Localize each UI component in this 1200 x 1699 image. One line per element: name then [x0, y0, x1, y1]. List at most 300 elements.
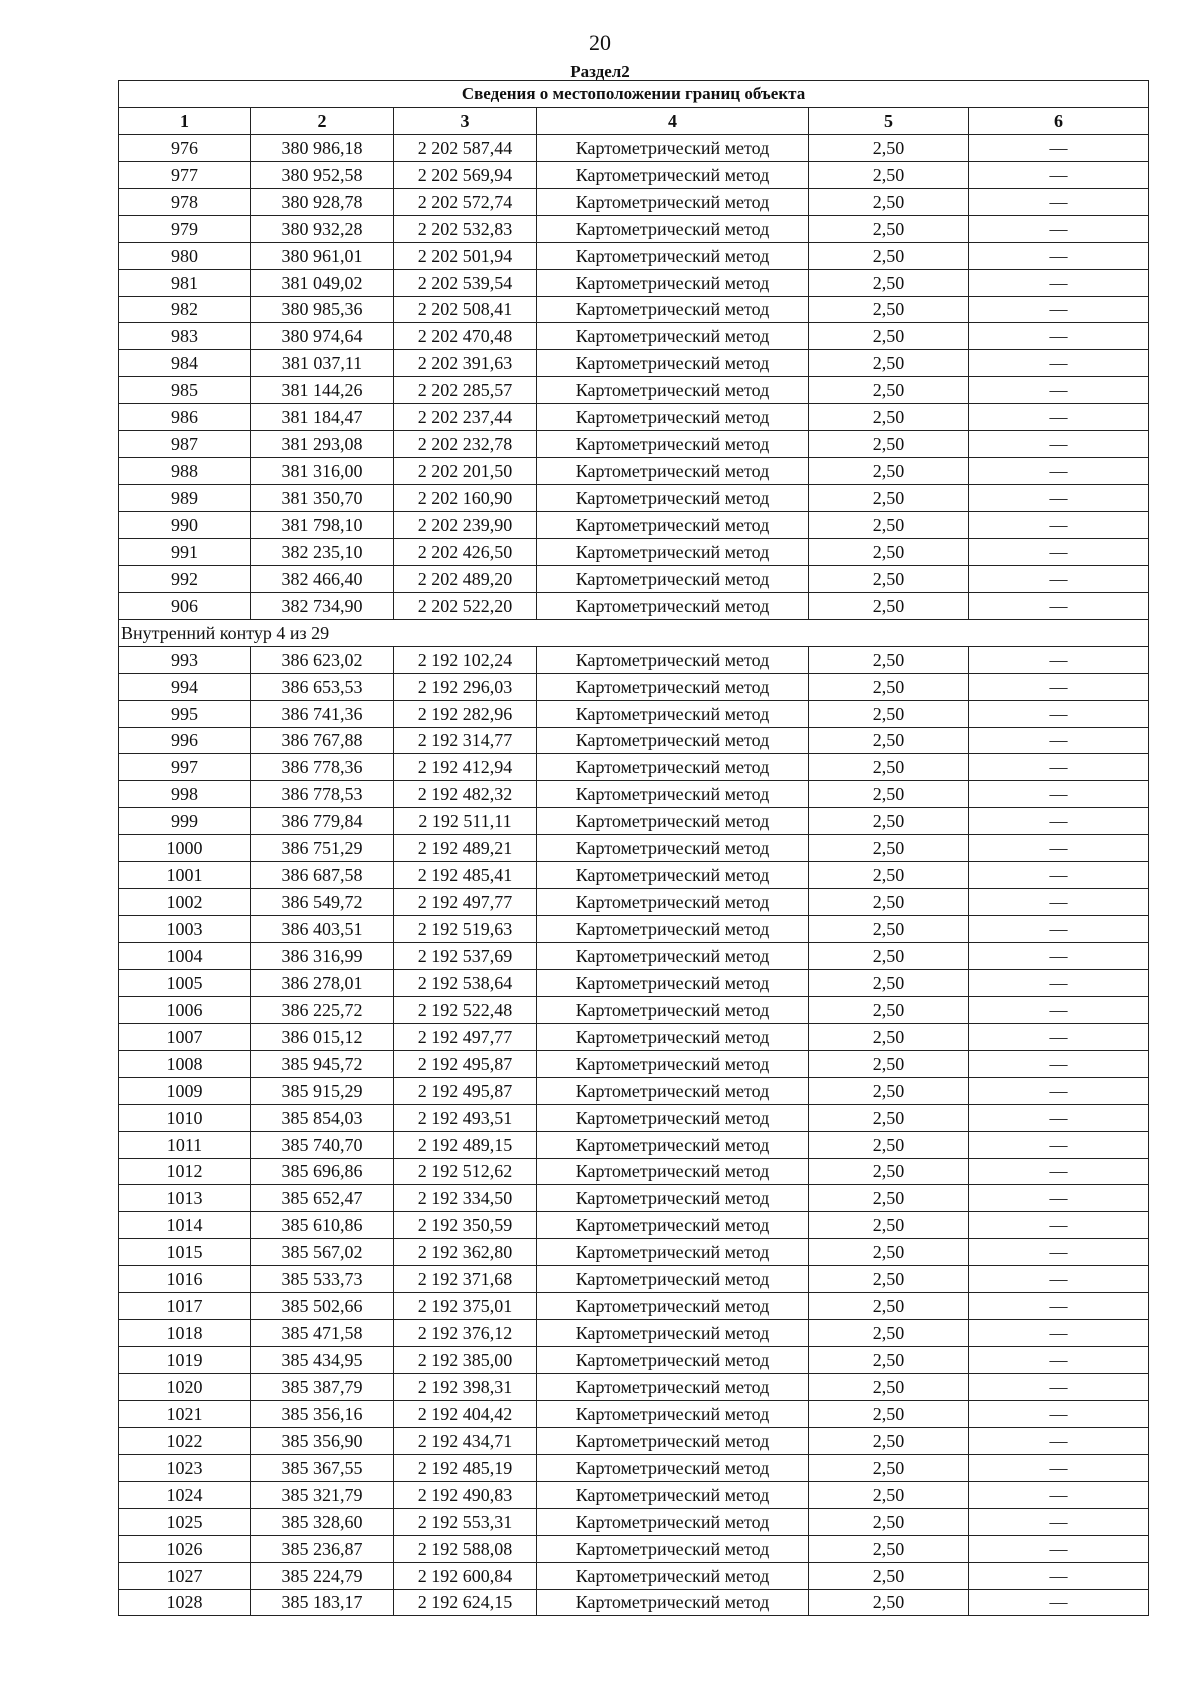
table-cell: 385 915,29 [251, 1077, 394, 1104]
table-cell: 385 652,47 [251, 1185, 394, 1212]
table-cell: 2,50 [809, 1562, 969, 1589]
table-cell: 386 779,84 [251, 808, 394, 835]
table-cell: 2,50 [809, 1400, 969, 1427]
table-cell: 1006 [119, 996, 251, 1023]
table-cell: 2,50 [809, 996, 969, 1023]
table-cell: 381 350,70 [251, 485, 394, 512]
table-cell: — [969, 1212, 1149, 1239]
table-row [119, 1347, 1149, 1374]
table-body [119, 134, 1149, 1616]
table-cell: 2 192 512,62 [394, 1158, 537, 1185]
table-cell: 2 202 532,83 [394, 215, 537, 242]
table-cell: 2 192 375,01 [394, 1293, 537, 1320]
table-cell: 385 567,02 [251, 1239, 394, 1266]
table-cell: 1026 [119, 1535, 251, 1562]
table-cell: 385 533,73 [251, 1266, 394, 1293]
table-cell: 996 [119, 727, 251, 754]
table-cell: 2 192 600,84 [394, 1562, 537, 1589]
table-cell: 2 192 519,63 [394, 916, 537, 943]
table-row [119, 835, 1149, 862]
table-cell: Картометрический метод [537, 269, 809, 296]
table-cell: 2,50 [809, 1347, 969, 1374]
table-row [119, 646, 1149, 673]
table-cell: 385 471,58 [251, 1320, 394, 1347]
table-row [119, 242, 1149, 269]
table-cell: — [969, 1374, 1149, 1401]
table-cell: 385 183,17 [251, 1589, 394, 1616]
table-cell: 1019 [119, 1347, 251, 1374]
table-cell: — [969, 404, 1149, 431]
contour-label: Внутренний контур 4 из 29 [119, 619, 1149, 646]
table-cell: — [969, 323, 1149, 350]
table-cell: — [969, 1293, 1149, 1320]
table-cell: — [969, 538, 1149, 565]
table-cell: 2 192 522,48 [394, 996, 537, 1023]
table-cell: 981 [119, 269, 251, 296]
table-cell: 2 192 485,41 [394, 862, 537, 889]
table-cell: — [969, 161, 1149, 188]
table-cell: 2 202 237,44 [394, 404, 537, 431]
table-cell: 386 767,88 [251, 727, 394, 754]
table-row [119, 377, 1149, 404]
table-row [119, 1266, 1149, 1293]
table-cell: 2 192 490,83 [394, 1481, 537, 1508]
table-cell: 2 192 495,87 [394, 1050, 537, 1077]
table-cell: 2,50 [809, 889, 969, 916]
table-cell: 381 049,02 [251, 269, 394, 296]
table-cell: 2,50 [809, 1374, 969, 1401]
table-cell: — [969, 565, 1149, 592]
table-cell: — [969, 1454, 1149, 1481]
table-cell: 2 192 537,69 [394, 943, 537, 970]
table-cell: 1002 [119, 889, 251, 916]
table-cell: 2 192 412,94 [394, 754, 537, 781]
table-cell: 2,50 [809, 1077, 969, 1104]
table-cell: 982 [119, 296, 251, 323]
table-cell: 997 [119, 754, 251, 781]
table-row [119, 1400, 1149, 1427]
table-cell: 2,50 [809, 1158, 969, 1185]
table-cell: 2 192 102,24 [394, 646, 537, 673]
table-cell: Картометрический метод [537, 431, 809, 458]
table-row [119, 1427, 1149, 1454]
table-row [119, 1562, 1149, 1589]
contour-row [119, 619, 1149, 646]
table-cell: — [969, 1158, 1149, 1185]
table-cell: — [969, 1320, 1149, 1347]
table-cell: 1015 [119, 1239, 251, 1266]
table-cell: Картометрический метод [537, 1589, 809, 1616]
table-cell: 2,50 [809, 134, 969, 161]
table-cell: 2,50 [809, 592, 969, 619]
table-cell: 380 961,01 [251, 242, 394, 269]
column-header: 2 [251, 107, 394, 134]
table-cell: — [969, 134, 1149, 161]
table-cell: Картометрический метод [537, 727, 809, 754]
table-cell: Картометрический метод [537, 1562, 809, 1589]
table-row [119, 1077, 1149, 1104]
table-cell: Картометрический метод [537, 1212, 809, 1239]
table-cell: 2,50 [809, 404, 969, 431]
table-cell: 2 202 160,90 [394, 485, 537, 512]
table-cell: Картометрический метод [537, 592, 809, 619]
table-row [119, 1374, 1149, 1401]
table-cell: 988 [119, 458, 251, 485]
table-cell: 978 [119, 188, 251, 215]
table-cell: 2 202 501,94 [394, 242, 537, 269]
table-cell: 1011 [119, 1131, 251, 1158]
table-cell: — [969, 889, 1149, 916]
table-cell: 980 [119, 242, 251, 269]
table-cell: 386 316,99 [251, 943, 394, 970]
table-cell: 380 932,28 [251, 215, 394, 242]
table-cell: 1017 [119, 1293, 251, 1320]
table-row [119, 1131, 1149, 1158]
table-cell: 2,50 [809, 700, 969, 727]
table-cell: Картометрический метод [537, 996, 809, 1023]
table-cell: 2,50 [809, 1104, 969, 1131]
table-cell: 2 202 232,78 [394, 431, 537, 458]
table-cell: 2 202 539,54 [394, 269, 537, 296]
table-row [119, 862, 1149, 889]
table-cell: 386 741,36 [251, 700, 394, 727]
table-cell: 2,50 [809, 565, 969, 592]
table-cell: 2,50 [809, 538, 969, 565]
table-cell: 1009 [119, 1077, 251, 1104]
table-cell: 385 696,86 [251, 1158, 394, 1185]
table-cell: 2,50 [809, 916, 969, 943]
table-cell: 2 202 508,41 [394, 296, 537, 323]
table-cell: 2 192 588,08 [394, 1535, 537, 1562]
table-row [119, 943, 1149, 970]
table-row [119, 1239, 1149, 1266]
table-cell: 2,50 [809, 781, 969, 808]
table-cell: — [969, 835, 1149, 862]
table-cell: 1007 [119, 1023, 251, 1050]
table-cell: Картометрический метод [537, 350, 809, 377]
table-row [119, 1185, 1149, 1212]
table-row [119, 431, 1149, 458]
table-cell: 2,50 [809, 1131, 969, 1158]
table-cell: — [969, 592, 1149, 619]
table-row [119, 1508, 1149, 1535]
table-cell: 2,50 [809, 754, 969, 781]
table-row [119, 458, 1149, 485]
table-cell: Картометрический метод [537, 512, 809, 539]
table-cell: Картометрический метод [537, 1347, 809, 1374]
column-header: 5 [809, 107, 969, 134]
table-row [119, 538, 1149, 565]
table-cell: 2,50 [809, 1454, 969, 1481]
table-cell: 2,50 [809, 646, 969, 673]
table-row [119, 134, 1149, 161]
table-cell: 2 202 569,94 [394, 161, 537, 188]
table-cell: — [969, 512, 1149, 539]
table-row [119, 592, 1149, 619]
table-cell: 2,50 [809, 943, 969, 970]
table-cell: 2 202 201,50 [394, 458, 537, 485]
table-cell: Картометрический метод [537, 161, 809, 188]
table-row [119, 565, 1149, 592]
table-cell: 386 278,01 [251, 969, 394, 996]
table-cell: 385 610,86 [251, 1212, 394, 1239]
table-cell: — [969, 1535, 1149, 1562]
table-cell: 2,50 [809, 1266, 969, 1293]
table-cell: 381 316,00 [251, 458, 394, 485]
table-cell: 380 952,58 [251, 161, 394, 188]
table-cell: 2,50 [809, 323, 969, 350]
table-cell: 993 [119, 646, 251, 673]
table-cell: 386 778,53 [251, 781, 394, 808]
table-cell: 386 687,58 [251, 862, 394, 889]
table-cell: 1013 [119, 1185, 251, 1212]
table-cell: — [969, 188, 1149, 215]
table-cell: 1014 [119, 1212, 251, 1239]
table-cell: 998 [119, 781, 251, 808]
table-cell: 2,50 [809, 1320, 969, 1347]
table-cell: 2,50 [809, 512, 969, 539]
table-cell: 385 854,03 [251, 1104, 394, 1131]
table-row [119, 889, 1149, 916]
table-cell: 2,50 [809, 808, 969, 835]
table-cell: 1022 [119, 1427, 251, 1454]
table-cell: — [969, 458, 1149, 485]
table-cell: 989 [119, 485, 251, 512]
table-cell: 2,50 [809, 1427, 969, 1454]
table-cell: Картометрический метод [537, 377, 809, 404]
table-cell: 1016 [119, 1266, 251, 1293]
table-cell: — [969, 1589, 1149, 1616]
table-cell: 2 202 489,20 [394, 565, 537, 592]
table-cell: 2 202 470,48 [394, 323, 537, 350]
table-cell: 987 [119, 431, 251, 458]
table-cell: 2,50 [809, 485, 969, 512]
table-cell: 2,50 [809, 458, 969, 485]
table-cell: — [969, 431, 1149, 458]
table-cell: 976 [119, 134, 251, 161]
table-cell: — [969, 673, 1149, 700]
table-cell: 385 224,79 [251, 1562, 394, 1589]
table-cell: Картометрический метод [537, 1185, 809, 1212]
table-cell: — [969, 1481, 1149, 1508]
table-cell: 1010 [119, 1104, 251, 1131]
table-cell: — [969, 1427, 1149, 1454]
table-cell: 2,50 [809, 1050, 969, 1077]
table-row [119, 1535, 1149, 1562]
table-cell: 1008 [119, 1050, 251, 1077]
table-cell: Картометрический метод [537, 1158, 809, 1185]
table-cell: 2 192 497,77 [394, 1023, 537, 1050]
table-row [119, 969, 1149, 996]
table-row [119, 1454, 1149, 1481]
table-cell: 381 798,10 [251, 512, 394, 539]
table-cell: 2 192 493,51 [394, 1104, 537, 1131]
table-cell: Картометрический метод [537, 673, 809, 700]
table-cell: — [969, 969, 1149, 996]
table-cell: 1025 [119, 1508, 251, 1535]
table-row [119, 673, 1149, 700]
table-cell: 984 [119, 350, 251, 377]
table-cell: — [969, 350, 1149, 377]
table-cell: 995 [119, 700, 251, 727]
table-cell: — [969, 377, 1149, 404]
table-cell: Картометрический метод [537, 943, 809, 970]
table-cell: Картометрический метод [537, 1239, 809, 1266]
table-cell: 2 192 404,42 [394, 1400, 537, 1427]
table-cell: 385 236,87 [251, 1535, 394, 1562]
table-row [119, 161, 1149, 188]
table-cell: — [969, 296, 1149, 323]
table-cell: 2 192 362,80 [394, 1239, 537, 1266]
table-cell: 992 [119, 565, 251, 592]
table-row [119, 1023, 1149, 1050]
table-cell: 380 928,78 [251, 188, 394, 215]
table-cell: Картометрический метод [537, 646, 809, 673]
table-row [119, 808, 1149, 835]
table-cell: — [969, 1077, 1149, 1104]
table-cell: 2,50 [809, 1023, 969, 1050]
table-cell: Картометрический метод [537, 538, 809, 565]
table-cell: — [969, 1562, 1149, 1589]
table-cell: Картометрический метод [537, 700, 809, 727]
table-cell: 385 356,16 [251, 1400, 394, 1427]
table-cell: — [969, 754, 1149, 781]
table-cell: 2,50 [809, 1481, 969, 1508]
table-cell: — [969, 1239, 1149, 1266]
table-cell: 906 [119, 592, 251, 619]
table-cell: 381 293,08 [251, 431, 394, 458]
table-row [119, 1589, 1149, 1616]
table-cell: Картометрический метод [537, 889, 809, 916]
table-cell: Картометрический метод [537, 1400, 809, 1427]
table-cell: 2 192 553,31 [394, 1508, 537, 1535]
table-cell: Картометрический метод [537, 754, 809, 781]
table-cell: 385 367,55 [251, 1454, 394, 1481]
table-row [119, 727, 1149, 754]
table-cell: Картометрический метод [537, 1077, 809, 1104]
table-cell: 2,50 [809, 377, 969, 404]
table-cell: 382 235,10 [251, 538, 394, 565]
table-cell: Картометрический метод [537, 404, 809, 431]
table-cell: — [969, 242, 1149, 269]
table-cell: — [969, 1023, 1149, 1050]
table-cell: 2,50 [809, 431, 969, 458]
table-cell: 2 192 376,12 [394, 1320, 537, 1347]
table-cell: 381 184,47 [251, 404, 394, 431]
table-cell: 2,50 [809, 269, 969, 296]
table-row [119, 1050, 1149, 1077]
table-cell: 2 202 572,74 [394, 188, 537, 215]
column-header: 1 [119, 107, 251, 134]
table-cell: 385 434,95 [251, 1347, 394, 1374]
table-cell: 385 321,79 [251, 1481, 394, 1508]
table-cell: 2 192 314,77 [394, 727, 537, 754]
table-cell: 385 387,79 [251, 1374, 394, 1401]
table-cell: — [969, 1347, 1149, 1374]
table-cell: 386 403,51 [251, 916, 394, 943]
table-cell: 2 192 538,64 [394, 969, 537, 996]
table-cell: Картометрический метод [537, 296, 809, 323]
table-cell: 1005 [119, 969, 251, 996]
table-cell: 386 225,72 [251, 996, 394, 1023]
table-cell: 1028 [119, 1589, 251, 1616]
table-cell: 386 653,53 [251, 673, 394, 700]
table-row [119, 188, 1149, 215]
table-cell: 380 986,18 [251, 134, 394, 161]
table-row [119, 512, 1149, 539]
table-cell: — [969, 1050, 1149, 1077]
table-cell: 2 202 285,57 [394, 377, 537, 404]
table-cell: 2 192 385,00 [394, 1347, 537, 1374]
table-cell: Картометрический метод [537, 1481, 809, 1508]
table-cell: 1004 [119, 943, 251, 970]
table-cell: 386 778,36 [251, 754, 394, 781]
table-cell: 1020 [119, 1374, 251, 1401]
table-cell: Картометрический метод [537, 1131, 809, 1158]
table-cell: 1024 [119, 1481, 251, 1508]
table-cell: 1012 [119, 1158, 251, 1185]
table-cell: 386 549,72 [251, 889, 394, 916]
table-cell: — [969, 700, 1149, 727]
table-cell: 2 202 522,20 [394, 592, 537, 619]
table-row [119, 1212, 1149, 1239]
table-row [119, 485, 1149, 512]
table-cell: — [969, 862, 1149, 889]
table-caption-row [119, 81, 1149, 108]
table-cell: 983 [119, 323, 251, 350]
table-cell: 2 202 239,90 [394, 512, 537, 539]
table-row [119, 1293, 1149, 1320]
table-cell: Картометрический метод [537, 1023, 809, 1050]
table-cell: Картометрический метод [537, 1104, 809, 1131]
table-cell: 2,50 [809, 215, 969, 242]
table-cell: 2,50 [809, 296, 969, 323]
table-cell: — [969, 269, 1149, 296]
table-row [119, 215, 1149, 242]
boundary-table [118, 80, 1149, 1616]
table-cell: Картометрический метод [537, 1454, 809, 1481]
table-cell: 977 [119, 161, 251, 188]
table-row [119, 1158, 1149, 1185]
table-cell: 2,50 [809, 673, 969, 700]
table-cell: 2 192 497,77 [394, 889, 537, 916]
table-cell: — [969, 1131, 1149, 1158]
table-cell: 382 466,40 [251, 565, 394, 592]
table-cell: 2 192 350,59 [394, 1212, 537, 1239]
table-cell: 380 985,36 [251, 296, 394, 323]
table-cell: 385 356,90 [251, 1427, 394, 1454]
table-cell: — [969, 943, 1149, 970]
table-cell: 2 202 426,50 [394, 538, 537, 565]
table-cell: Картометрический метод [537, 323, 809, 350]
table-cell: 2 192 511,11 [394, 808, 537, 835]
table-row [119, 754, 1149, 781]
table-cell: 2,50 [809, 242, 969, 269]
table-cell: 2,50 [809, 1212, 969, 1239]
table-cell: 2,50 [809, 835, 969, 862]
page-number: 20 [589, 30, 611, 55]
table-cell: 385 740,70 [251, 1131, 394, 1158]
table-cell: — [969, 215, 1149, 242]
table-cell: Картометрический метод [537, 835, 809, 862]
table-cell: 2,50 [809, 161, 969, 188]
table-cell: 2 202 391,63 [394, 350, 537, 377]
table-cell: — [969, 916, 1149, 943]
table-cell: Картометрический метод [537, 1427, 809, 1454]
table-cell: 2 192 398,31 [394, 1374, 537, 1401]
table-cell: 2,50 [809, 1508, 969, 1535]
table-cell: 2 192 334,50 [394, 1185, 537, 1212]
